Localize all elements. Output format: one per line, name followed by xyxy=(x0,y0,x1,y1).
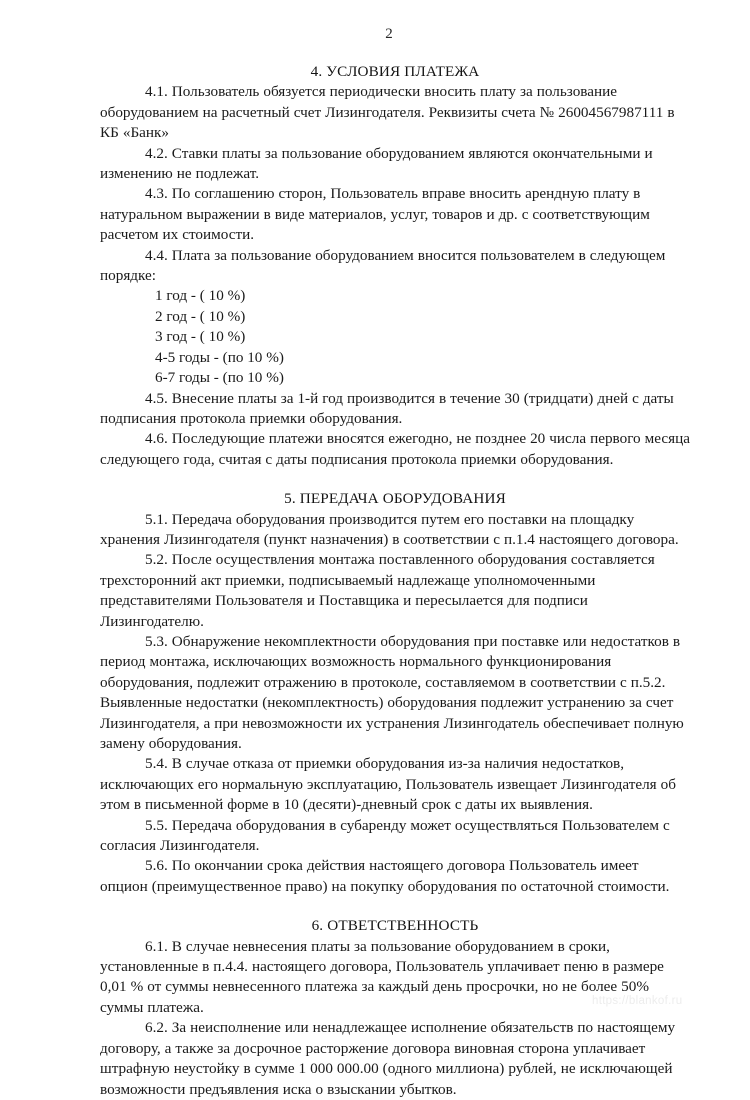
section-equipment-transfer xyxy=(100,489,690,897)
paragraph-4-1: 4.1. Пользователь обязуется периодически вносить плату за пользование оборудованием на расчетный счет Лизингодателя. Реквизиты счета № 26004567987111 в КБ «Банк» xyxy=(100,83,675,142)
list-item: 2 год - ( 10 %) xyxy=(155,307,246,325)
paragraph-4-2: 4.2. Ставки платы за пользование оборудованием являются окончательными и изменению не подлежат. xyxy=(100,144,653,183)
paragraph-6-1: 6.1. В случае невнесения платы за пользование оборудованием в сроки, установленные в п.4.4. настоящего договора, Пользователь уплачивает пеню в размере 0,01 % от суммы невнесенного платежа за каждый день просрочки, но не более 50% суммы платежа. xyxy=(100,937,664,1016)
paragraph-5-2: 5.2. После осуществления монтажа поставленного оборудования составляется трехсторонний акт приемки, подписываемый надлежаще уполномоченными представителями Пользователя и Поставщика и пересылается для подписи Лизингодателю. xyxy=(100,551,655,630)
section-spacer xyxy=(100,470,690,489)
paragraph-5-1: 5.1. Передача оборудования производится путем его поставки на площадку хранения Лизингодателя (пункт назначения) в соответствии с п.1.4 настоящего договора. xyxy=(100,510,679,548)
section-heading-5: 5. ПЕРЕДАЧА ОБОРУДОВАНИЯ xyxy=(284,490,506,508)
paragraph-5-6: 5.6. По окончании срока действия настоящего договора Пользователь имеет опцион (преимущественное право) на покупку оборудования по остаточной стоимости. xyxy=(100,857,670,895)
paragraph-5-4: 5.4. В случае отказа от приемки оборудования из-за наличия недостатков, исключающих его нормальную эксплуатацию, Пользователь извещает Лизингодателя об этом в письменной форме в 10 (десяти)-дневный срок с даты их выявления. xyxy=(100,755,676,814)
list-item: 4-5 годы - (по 10 %) xyxy=(155,348,284,366)
page-number: 2 xyxy=(385,26,393,42)
paragraph-4-4: 4.4. Плата за пользование оборудованием вносится пользователем в следующем порядке: xyxy=(100,246,666,285)
section-payment-terms xyxy=(100,62,690,470)
section-liability xyxy=(100,916,690,1100)
section-spacer xyxy=(100,897,690,916)
paragraph-6-2: 6.2. За неисполнение или ненадлежащее исполнение обязательств по настоящему договору, а также за досрочное расторжение договора виновная сторона уплачивает штрафную неустойку в сумме 1 000 000.00 (одного миллиона) рублей, не исключающей возможности предъявления иска о взыскании убытков. xyxy=(100,1019,676,1098)
payment-schedule-list xyxy=(100,286,690,388)
section-heading-4: 4. УСЛОВИЯ ПЛАТЕЖА xyxy=(310,63,480,80)
list-item: 6-7 годы - (по 10 %) xyxy=(155,369,284,387)
list-item: 1 год - ( 10 %) xyxy=(155,287,246,305)
paragraph-5-5: 5.5. Передача оборудования в субаренду может осуществляться Пользователем с согласия Лизингодателя. xyxy=(100,816,670,855)
section-heading-6: 6. ОТВЕТСТВЕННОСТЬ xyxy=(311,917,479,935)
paragraph-4-6: 4.6. Последующие платежи вносятся ежегодно, не позднее 20 числа первого месяца следующего года, считая с даты подписания протокола приемки оборудования. xyxy=(100,430,690,468)
paragraph-4-3: 4.3. По соглашению сторон, Пользователь вправе вносить арендную плату в натуральном выражении в виде материалов, услуг, товаров и др. с соответствующим расчетом их стоимости. xyxy=(100,185,650,244)
document-body xyxy=(100,62,690,1100)
watermark: https://blankof.ru xyxy=(592,995,683,1007)
paragraph-4-5: 4.5. Внесение платы за 1-й год производится в течение 30 (тридцати) дней с даты подписания протокола приемки оборудования. xyxy=(100,389,674,427)
list-item: 3 год - ( 10 %) xyxy=(155,328,246,346)
paragraph-5-3: 5.3. Обнаружение некомплектности оборудования при поставке или недостатков в период монтажа, исключающих возможность нормального функционирования оборудования, подлежит отражению в протоколе, составляемом в соответствии с п.5.2. Выявленные недостатки (некомплектность) оборудования подлежит устранению за счет Лизингодателя, а при невозможности их устранения Лизингодатель обеспечивает полную замену оборудования. xyxy=(100,632,684,752)
